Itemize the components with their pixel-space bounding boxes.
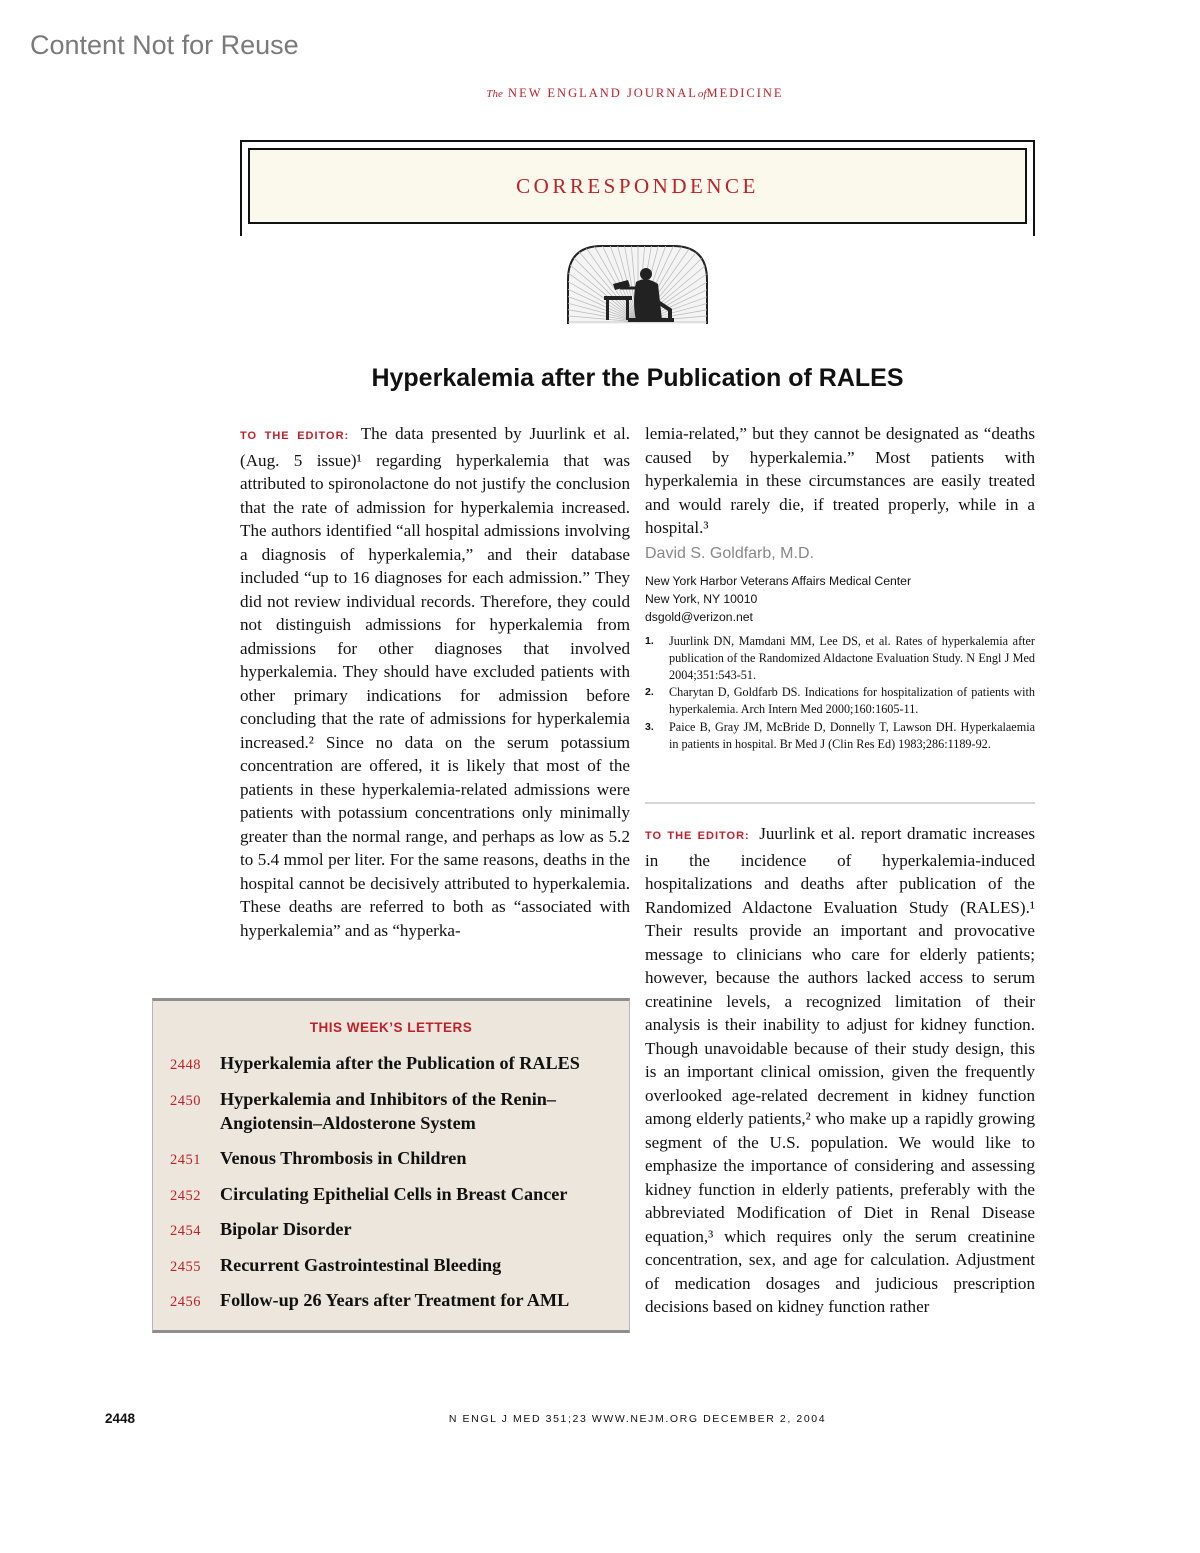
letter1-column1 bbox=[240, 422, 630, 942]
to-the-editor-lead: TO THE EDITOR: bbox=[645, 830, 750, 842]
reference-text: Juurlink DN, Mamdani MM, Lee DS, et al. Rates of hyperkalemia after publication of the Randomized Aldactone Evaluation Study. N Engl J Med 2004;351:543-51. bbox=[669, 634, 1035, 682]
toc-page-number: 2452 bbox=[170, 1187, 201, 1204]
page-number: 2448 bbox=[105, 1411, 136, 1426]
reference-list bbox=[645, 633, 1035, 754]
toc-item-title: Hyperkalemia after the Publication of RALES bbox=[220, 1053, 580, 1073]
running-head-journal: NEW ENGLAND JOURNAL bbox=[508, 86, 698, 100]
scholar-reading-icon bbox=[566, 244, 709, 324]
toc-item-title: Circulating Epithelial Cells in Breast Cancer bbox=[220, 1183, 568, 1204]
toc-item[interactable] bbox=[170, 1217, 610, 1241]
reference-number: 3. bbox=[645, 720, 654, 733]
section-banner bbox=[240, 140, 1035, 236]
watermark: Content Not for Reuse bbox=[30, 30, 299, 60]
author-affiliation bbox=[645, 572, 911, 626]
toc-item[interactable] bbox=[170, 1182, 610, 1206]
affiliation-city: New York, NY 10010 bbox=[645, 592, 758, 606]
toc-list bbox=[170, 1051, 610, 1324]
toc-item[interactable] bbox=[170, 1087, 610, 1135]
running-head-the: The bbox=[486, 88, 503, 100]
this-weeks-letters-box bbox=[152, 998, 630, 1333]
running-head-medicine: MEDICINE bbox=[706, 86, 784, 100]
reference-text: Paice B, Gray JM, McBride D, Donnelly T, Lawson DH. Hyperkalaemia in patients in hospital. Br Med J (Clin Res Ed) 1983;286:1189-92. bbox=[669, 719, 1035, 751]
journal-running-head bbox=[0, 86, 1200, 101]
reference-number: 1. bbox=[645, 635, 654, 647]
toc-item[interactable] bbox=[170, 1051, 610, 1075]
toc-item[interactable] bbox=[170, 1146, 610, 1170]
reference-item bbox=[645, 633, 1035, 683]
toc-title: THIS WEEK’S LETTERS bbox=[309, 1020, 473, 1035]
toc-item[interactable] bbox=[170, 1253, 610, 1277]
article-headline: Hyperkalemia after the Publication of RALES bbox=[371, 364, 904, 392]
toc-page-number: 2450 bbox=[170, 1092, 201, 1109]
letter2-body bbox=[645, 822, 1035, 1319]
citation-footer: N ENGL J MED 351;23 WWW.NEJM.ORG DECEMBER 2, 2004 bbox=[448, 1413, 827, 1425]
running-head-of: of bbox=[697, 88, 707, 100]
toc-page-number: 2455 bbox=[170, 1258, 201, 1275]
section-title: CORRESPONDENCE bbox=[516, 173, 759, 198]
to-the-editor-lead: TO THE EDITOR: bbox=[240, 430, 350, 442]
toc-page-number: 2454 bbox=[170, 1223, 201, 1239]
toc-page-number: 2448 bbox=[170, 1057, 201, 1073]
letter1-column2: lemia-related,” but they cannot be designated as “deaths caused by hyperkalemia.” Most patients with hyperkalemia in these circumstances are easily treated and would rarely die, if treated properly, while in a hospital.³ bbox=[645, 424, 1035, 537]
toc-item-title: Hyperkalemia and Inhibitors of the Renin–Angiotensin–Aldosterone System bbox=[220, 1088, 556, 1133]
reference-item bbox=[645, 719, 1035, 753]
affiliation-institution: New York Harbor Veterans Affairs Medical Center bbox=[645, 574, 911, 588]
section-banner-box bbox=[248, 148, 1027, 224]
affiliation-email[interactable]: dsgold@verizon.net bbox=[645, 610, 753, 624]
author-name: David S. Goldfarb, M.D. bbox=[645, 545, 814, 562]
reference-text: Charytan D, Goldfarb DS. Indications for hospitalization of patients with hyperkalemia. Arch Intern Med 2000;160:1605-11. bbox=[669, 685, 1035, 717]
toc-item-title: Venous Thrombosis in Children bbox=[220, 1148, 467, 1168]
toc-page-number: 2456 bbox=[170, 1294, 201, 1310]
letter1-body-part1: The data presented by Juurlink et al. (Aug. 5 issue)¹ regarding hyperkalemia that was attributed to spironolactone do not justify the conclusion that the rate of admission for hyperkalemia increased. The authors identified “all hospital admissions involving a diagnosis of hyperkalemia,” and their database included “up to 16 diagnoses for each admission.” They did not review individual records. Therefore, they could not distinguish admissions for hyperkalemia from admissions for other diagnoses that involved hyperkalemia. They should have excluded patients with other primary indications for admission before concluding that the rate of admissions for hyperkalemia increased.² Since no data on the serum potassium concentration are offered, it is likely that most of the patients in these hyperkalemia-related admissions were patients with potassium concentrations only minimally greater than the normal range, and perhaps as low as 5.2 to 5.4 mmol per liter. For the same reasons, deaths in the hospital cannot be decisively attributed to hyperkalemia. These deaths are referred to both as “associated with hyperkalemia” and as “hyperka- bbox=[240, 424, 631, 940]
letter-divider bbox=[645, 802, 1035, 804]
toc-page-number: 2451 bbox=[170, 1152, 201, 1168]
toc-item[interactable] bbox=[170, 1288, 610, 1312]
toc-item-title: Recurrent Gastrointestinal Bleeding bbox=[220, 1254, 502, 1275]
letter2-text: Juurlink et al. report dramatic increases in the incidence of hyperkalemia-induced hospitalizations and deaths after publication of the Randomized Aldactone Evaluation Study (RALES).¹ Their results provide an important and provocative message to clinicians who care for elderly patients; however, because the authors lacked access to serum creatinine levels, a recognized limitation of their analysis is their inability to adjust for kidney function. Though unavoidable because of their study design, this is an important clinical omission, given the frequently overlooked age-related decrement in kidney function among elderly patients,² who make up a rapidly growing segment of the U.S. population. We would like to emphasize the importance of considering and assessing kidney function in elderly patients, preferably with the abbreviated Modification of Diet in Renal Disease equation,³ which requires only the serum creatinine concentration, sex, and age for calculation. Adjustment of medication dosages and judicious prescription decisions based on kidney function rather bbox=[645, 824, 1035, 1316]
reference-number: 2. bbox=[645, 686, 654, 699]
toc-item-title: Follow-up 26 Years after Treatment for AML bbox=[220, 1290, 570, 1310]
reference-item bbox=[645, 684, 1035, 718]
toc-item-title: Bipolar Disorder bbox=[220, 1219, 352, 1239]
